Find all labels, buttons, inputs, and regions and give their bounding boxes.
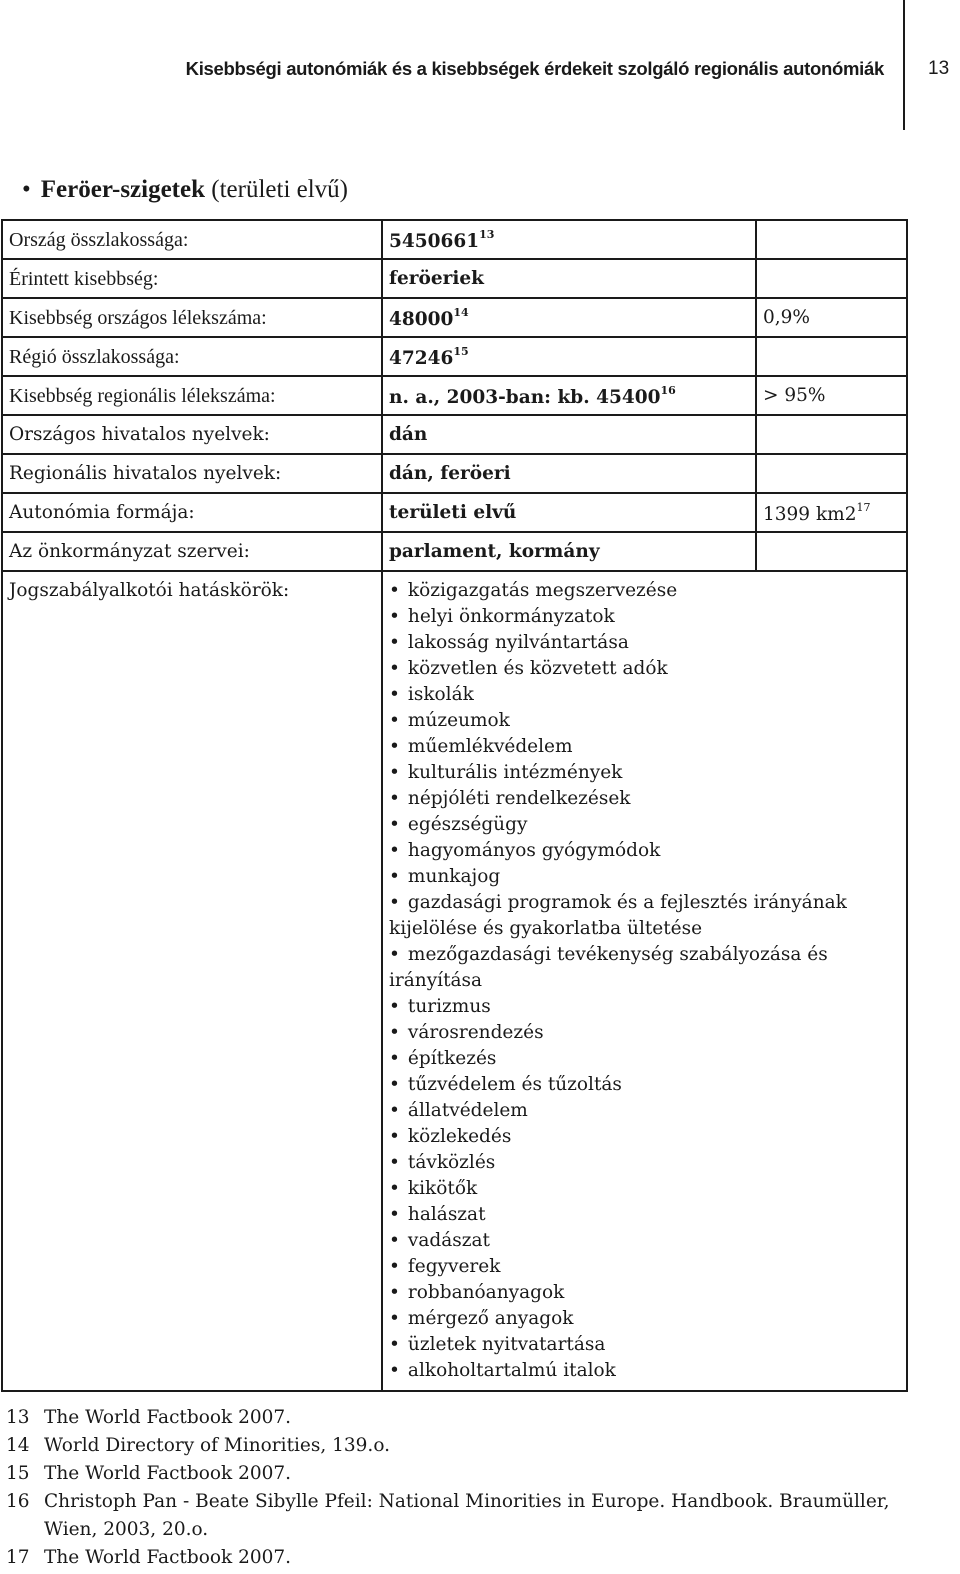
heading-sub: (területi elvű) [211,176,349,203]
footnote-text: The World Factbook 2007. [44,1547,292,1568]
list-item-text: egészségügy [407,814,528,835]
footnote [6,1404,906,1432]
table-row [2,376,907,415]
list-item [389,1150,900,1176]
row-value [382,454,756,493]
heading-bullet: • [22,176,31,203]
header-divider [903,0,905,130]
row-extra [756,376,907,415]
list-item [389,786,900,812]
list-item-text: halászat [407,1204,486,1225]
row-extra-text: 0,9% [763,306,810,328]
section-heading [22,176,348,204]
footnote-text: The World Factbook 2007. [44,1463,292,1484]
table-row [2,220,907,259]
list-item [389,1306,900,1332]
list-item-text: helyi önkormányzatok [407,606,615,627]
row-extra [756,415,907,454]
powers-list [389,578,900,1384]
list-item [389,812,900,838]
row-extra-text: 1399 km2 [763,504,857,526]
list-item-text: munkajog [407,866,501,887]
table-row [2,454,907,493]
row-extra-text: > 95% [763,384,826,406]
row-value [382,259,756,298]
row-label: Érintett kisebbség: [2,259,382,298]
list-item [389,1202,900,1228]
row-extra [756,493,907,532]
footnote-ref: 16 [660,383,676,397]
list-item-text: vadászat [407,1230,490,1251]
running-head: Kisebbségi autonómiák és a kisebbségek érdekeit szolgáló regionális autonómiák [185,58,884,79]
row-extra [756,298,907,337]
list-item-text: mezőgazdasági tevékenység szabályozása és irányítása [389,944,828,991]
footnote [6,1544,906,1572]
list-item [389,1358,900,1384]
list-item [389,1332,900,1358]
list-item [389,708,900,734]
list-item [389,630,900,656]
row-label: Regionális hivatalos nyelvek: [2,454,382,493]
row-label: Országos hivatalos nyelvek: [2,415,382,454]
list-item [389,1254,900,1280]
table-row [2,493,907,532]
heading-main: Feröer-szigetek [40,176,206,203]
row-value-text: parlament, kormány [389,540,600,562]
list-item [389,1020,900,1046]
footnote-text: World Directory of Minorities, 139.o. [44,1435,391,1456]
row-label: Ország összlakossága: [2,220,382,259]
row-extra [756,337,907,376]
row-extra [756,454,907,493]
row-label: Autonómia formája: [2,493,382,532]
list-item [389,656,900,682]
row-value [382,493,756,532]
row-extra [756,220,907,259]
list-item-text: kulturális intézmények [407,762,623,783]
list-item [389,1072,900,1098]
row-value-text: n. a., 2003-ban: kb. 45400 [389,387,661,409]
list-item [389,994,900,1020]
list-item-text: lakosság nyilvántartása [407,632,629,653]
list-item [389,1098,900,1124]
row-value-text: 48000 [389,309,454,331]
table-row [2,298,907,337]
footnote-number: 17 [6,1547,30,1568]
footnote-number: 16 [6,1491,30,1512]
list-item-text: robbanóanyagok [407,1282,565,1303]
list-item-text: népjóléti rendelkezések [407,788,631,809]
list-item [389,1124,900,1150]
footnote-number: 14 [6,1435,30,1456]
table-row [2,259,907,298]
list-item-text: távközlés [407,1152,496,1173]
list-item-text: iskolák [407,684,474,705]
footnote-ref: 13 [479,227,495,241]
row-label: Kisebbség regionális lélekszáma: [2,376,382,415]
list-item-text: üzletek nyitvatartása [407,1334,606,1355]
footnotes [6,1404,906,1572]
footnote-ref: 14 [453,305,469,319]
info-table [1,219,908,1392]
footnote-number: 13 [6,1407,30,1428]
list-item [389,864,900,890]
powers-label: Jogszabályalkotói hatáskörök: [2,571,382,1391]
footnote-number: 15 [6,1463,30,1484]
row-label: Kisebbség országos lélekszáma: [2,298,382,337]
list-item-text: építkezés [407,1048,497,1069]
list-item [389,1280,900,1306]
row-value [382,337,756,376]
row-label: Az önkormányzat szervei: [2,532,382,571]
list-item [389,1046,900,1072]
row-value-text: feröeriek [389,267,484,289]
list-item-text: mérgező anyagok [407,1308,574,1329]
row-value-text: területi elvű [389,501,517,523]
footnote-ref: 17 [856,500,871,514]
list-item-text: állatvédelem [407,1100,528,1121]
footnote [6,1432,906,1460]
list-item [389,760,900,786]
list-item-text: alkoholtartalmú italok [407,1360,616,1381]
list-item-text: közigazgatás megszervezése [407,580,678,601]
list-item [389,942,900,994]
footnote-text: The World Factbook 2007. [44,1407,292,1428]
list-item-text: fegyverek [407,1256,501,1277]
powers-row [2,571,907,1391]
list-item-text: turizmus [407,996,491,1017]
list-item-text: múzeumok [407,710,510,731]
row-label: Régió összlakossága: [2,337,382,376]
row-value [382,532,756,571]
list-item-text: tűzvédelem és tűzoltás [407,1074,622,1095]
list-item [389,578,900,604]
row-value [382,415,756,454]
page-number: 13 [928,58,950,79]
list-item [389,890,900,942]
list-item [389,604,900,630]
list-item-text: műemlékvédelem [407,736,573,757]
footnote-ref: 15 [453,344,469,358]
footnote [6,1488,906,1544]
powers-cell [382,571,907,1391]
list-item-text: kikötők [407,1178,478,1199]
list-item [389,838,900,864]
row-extra [756,532,907,571]
list-item-text: hagyományos gyógymódok [407,840,661,861]
list-item [389,734,900,760]
row-value-text: dán [389,423,428,445]
row-value-text: 5450661 [389,231,480,253]
row-value-text: 47246 [389,348,454,370]
table-row [2,532,907,571]
list-item-text: gazdasági programok és a fejlesztés irányának kijelölése és gyakorlatba ültetése [389,892,847,939]
table-row [2,415,907,454]
list-item-text: városrendezés [407,1022,544,1043]
footnote-text: Christoph Pan - Beate Sibylle Pfeil: National Minorities in Europe. Handbook. Braumüller, Wien, 2003, 20.o. [44,1491,890,1540]
list-item [389,1228,900,1254]
row-value [382,220,756,259]
list-item [389,682,900,708]
row-value [382,298,756,337]
list-item-text: közlekedés [407,1126,512,1147]
list-item-text: közvetlen és közvetett adók [407,658,668,679]
footnote [6,1460,906,1488]
table-row [2,337,907,376]
row-extra [756,259,907,298]
list-item [389,1176,900,1202]
row-value [382,376,756,415]
row-value-text: dán, feröeri [389,462,511,484]
